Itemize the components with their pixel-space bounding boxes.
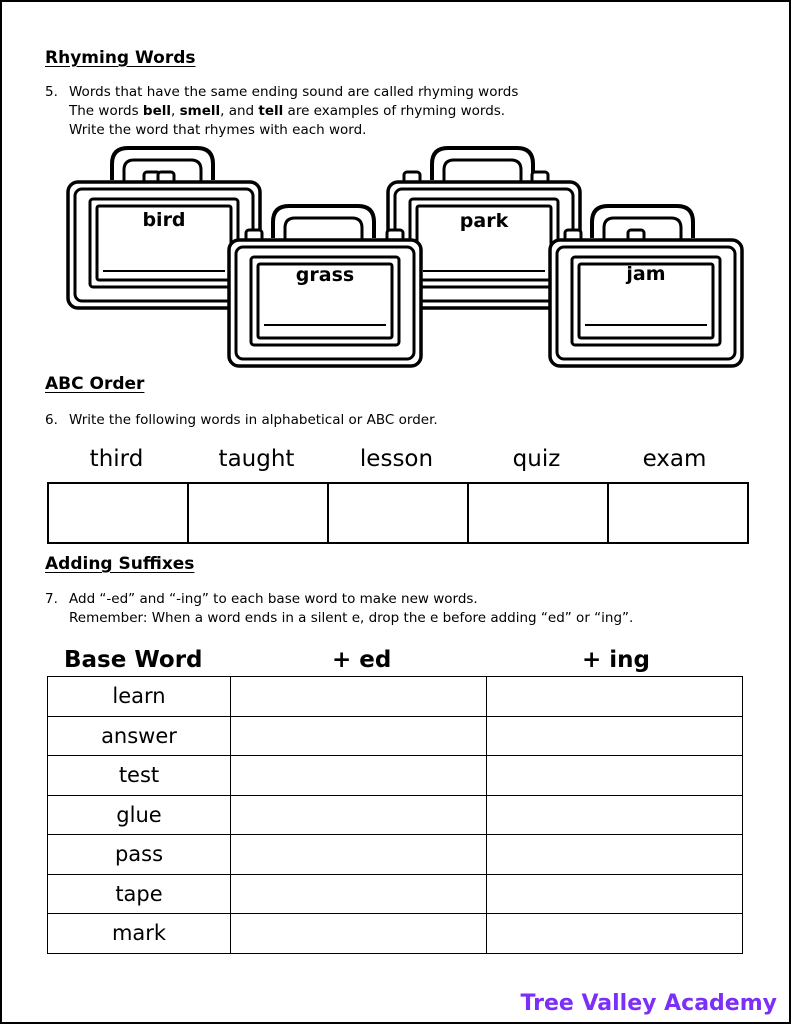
abc-word-taught: taught bbox=[218, 446, 295, 472]
abc-answer-box-3[interactable] bbox=[328, 483, 468, 543]
rhyme-word-grass: grass bbox=[295, 264, 355, 286]
abc-word-exam: exam bbox=[642, 446, 707, 472]
ing-answer-cell[interactable] bbox=[487, 716, 743, 756]
abc-instructions bbox=[45, 411, 745, 430]
suffix-line-1: Add “-ed” and “-ing” to each base word to make new words. bbox=[69, 591, 478, 607]
table-row bbox=[48, 835, 743, 875]
example-word-tell: tell bbox=[258, 103, 284, 119]
ed-answer-cell[interactable] bbox=[231, 835, 487, 875]
ed-answer-cell[interactable] bbox=[231, 795, 487, 835]
table-row bbox=[48, 677, 743, 717]
abc-word-third: third bbox=[89, 446, 144, 472]
brand-footer: Tree Valley Academy bbox=[520, 991, 777, 1016]
lunchbox-grass-illustration bbox=[229, 206, 421, 366]
ing-answer-cell[interactable] bbox=[487, 677, 743, 717]
rhyming-line-1: Words that have the same ending sound are called rhyming words bbox=[69, 84, 519, 100]
ing-answer-cell[interactable] bbox=[487, 756, 743, 796]
question-number-6: 6. bbox=[45, 412, 58, 428]
ing-answer-cell[interactable] bbox=[487, 795, 743, 835]
rhyming-words-heading: Rhyming Words bbox=[45, 48, 196, 68]
adding-suffixes-heading: Adding Suffixes bbox=[45, 554, 195, 574]
rhyme-word-bird: bird bbox=[142, 209, 186, 231]
abc-word-quiz: quiz bbox=[512, 446, 561, 472]
ed-answer-cell[interactable] bbox=[231, 756, 487, 796]
column-header-ing: + ing bbox=[582, 647, 651, 673]
base-word-learn: learn bbox=[48, 677, 231, 717]
abc-instruction-text: Write the following words in alphabetical or ABC order. bbox=[69, 412, 438, 428]
base-word-mark: mark bbox=[48, 914, 231, 954]
lunchbox-illustrations bbox=[2, 2, 789, 372]
ing-answer-cell[interactable] bbox=[487, 835, 743, 875]
ed-answer-cell[interactable] bbox=[231, 716, 487, 756]
table-row bbox=[48, 874, 743, 914]
suffix-instructions bbox=[45, 590, 765, 628]
example-word-bell: bell bbox=[142, 103, 171, 119]
base-word-pass: pass bbox=[48, 835, 231, 875]
ed-answer-cell[interactable] bbox=[231, 677, 487, 717]
rhyming-line-2: The words bell, smell, and tell are examples of rhyming words. bbox=[69, 103, 506, 119]
table-row bbox=[48, 716, 743, 756]
abc-answer-box-4[interactable] bbox=[468, 483, 608, 543]
column-header-ed: + ed bbox=[332, 647, 392, 673]
suffix-line-2: Remember: When a word ends in a silent e, drop the e before adding “ed” or “ing”. bbox=[69, 610, 634, 626]
base-word-glue: glue bbox=[48, 795, 231, 835]
abc-answer-box-1[interactable] bbox=[48, 483, 188, 543]
abc-word-lesson: lesson bbox=[359, 446, 434, 472]
rhyme-word-park: park bbox=[459, 210, 509, 232]
base-word-answer: answer bbox=[48, 716, 231, 756]
ing-answer-cell[interactable] bbox=[487, 874, 743, 914]
rhyme-word-jam: jam bbox=[626, 263, 666, 285]
table-row bbox=[48, 795, 743, 835]
question-number-7: 7. bbox=[45, 591, 58, 607]
base-word-test: test bbox=[48, 756, 231, 796]
rhyming-line-3: Write the word that rhymes with each word. bbox=[69, 122, 367, 138]
table-row bbox=[48, 914, 743, 954]
ed-answer-cell[interactable] bbox=[231, 874, 487, 914]
ed-answer-cell[interactable] bbox=[231, 914, 487, 954]
suffix-table bbox=[47, 676, 743, 954]
base-word-tape: tape bbox=[48, 874, 231, 914]
column-header-base-word: Base Word bbox=[64, 647, 203, 673]
lunchbox-jam-illustration bbox=[550, 206, 742, 366]
question-number-5: 5. bbox=[45, 84, 58, 100]
example-word-smell: smell bbox=[179, 103, 221, 119]
abc-answer-box-5[interactable] bbox=[608, 483, 748, 543]
abc-order-heading: ABC Order bbox=[45, 374, 145, 394]
ing-answer-cell[interactable] bbox=[487, 914, 743, 954]
abc-answer-box-2[interactable] bbox=[188, 483, 328, 543]
abc-answer-boxes bbox=[47, 482, 749, 544]
table-row bbox=[48, 756, 743, 796]
